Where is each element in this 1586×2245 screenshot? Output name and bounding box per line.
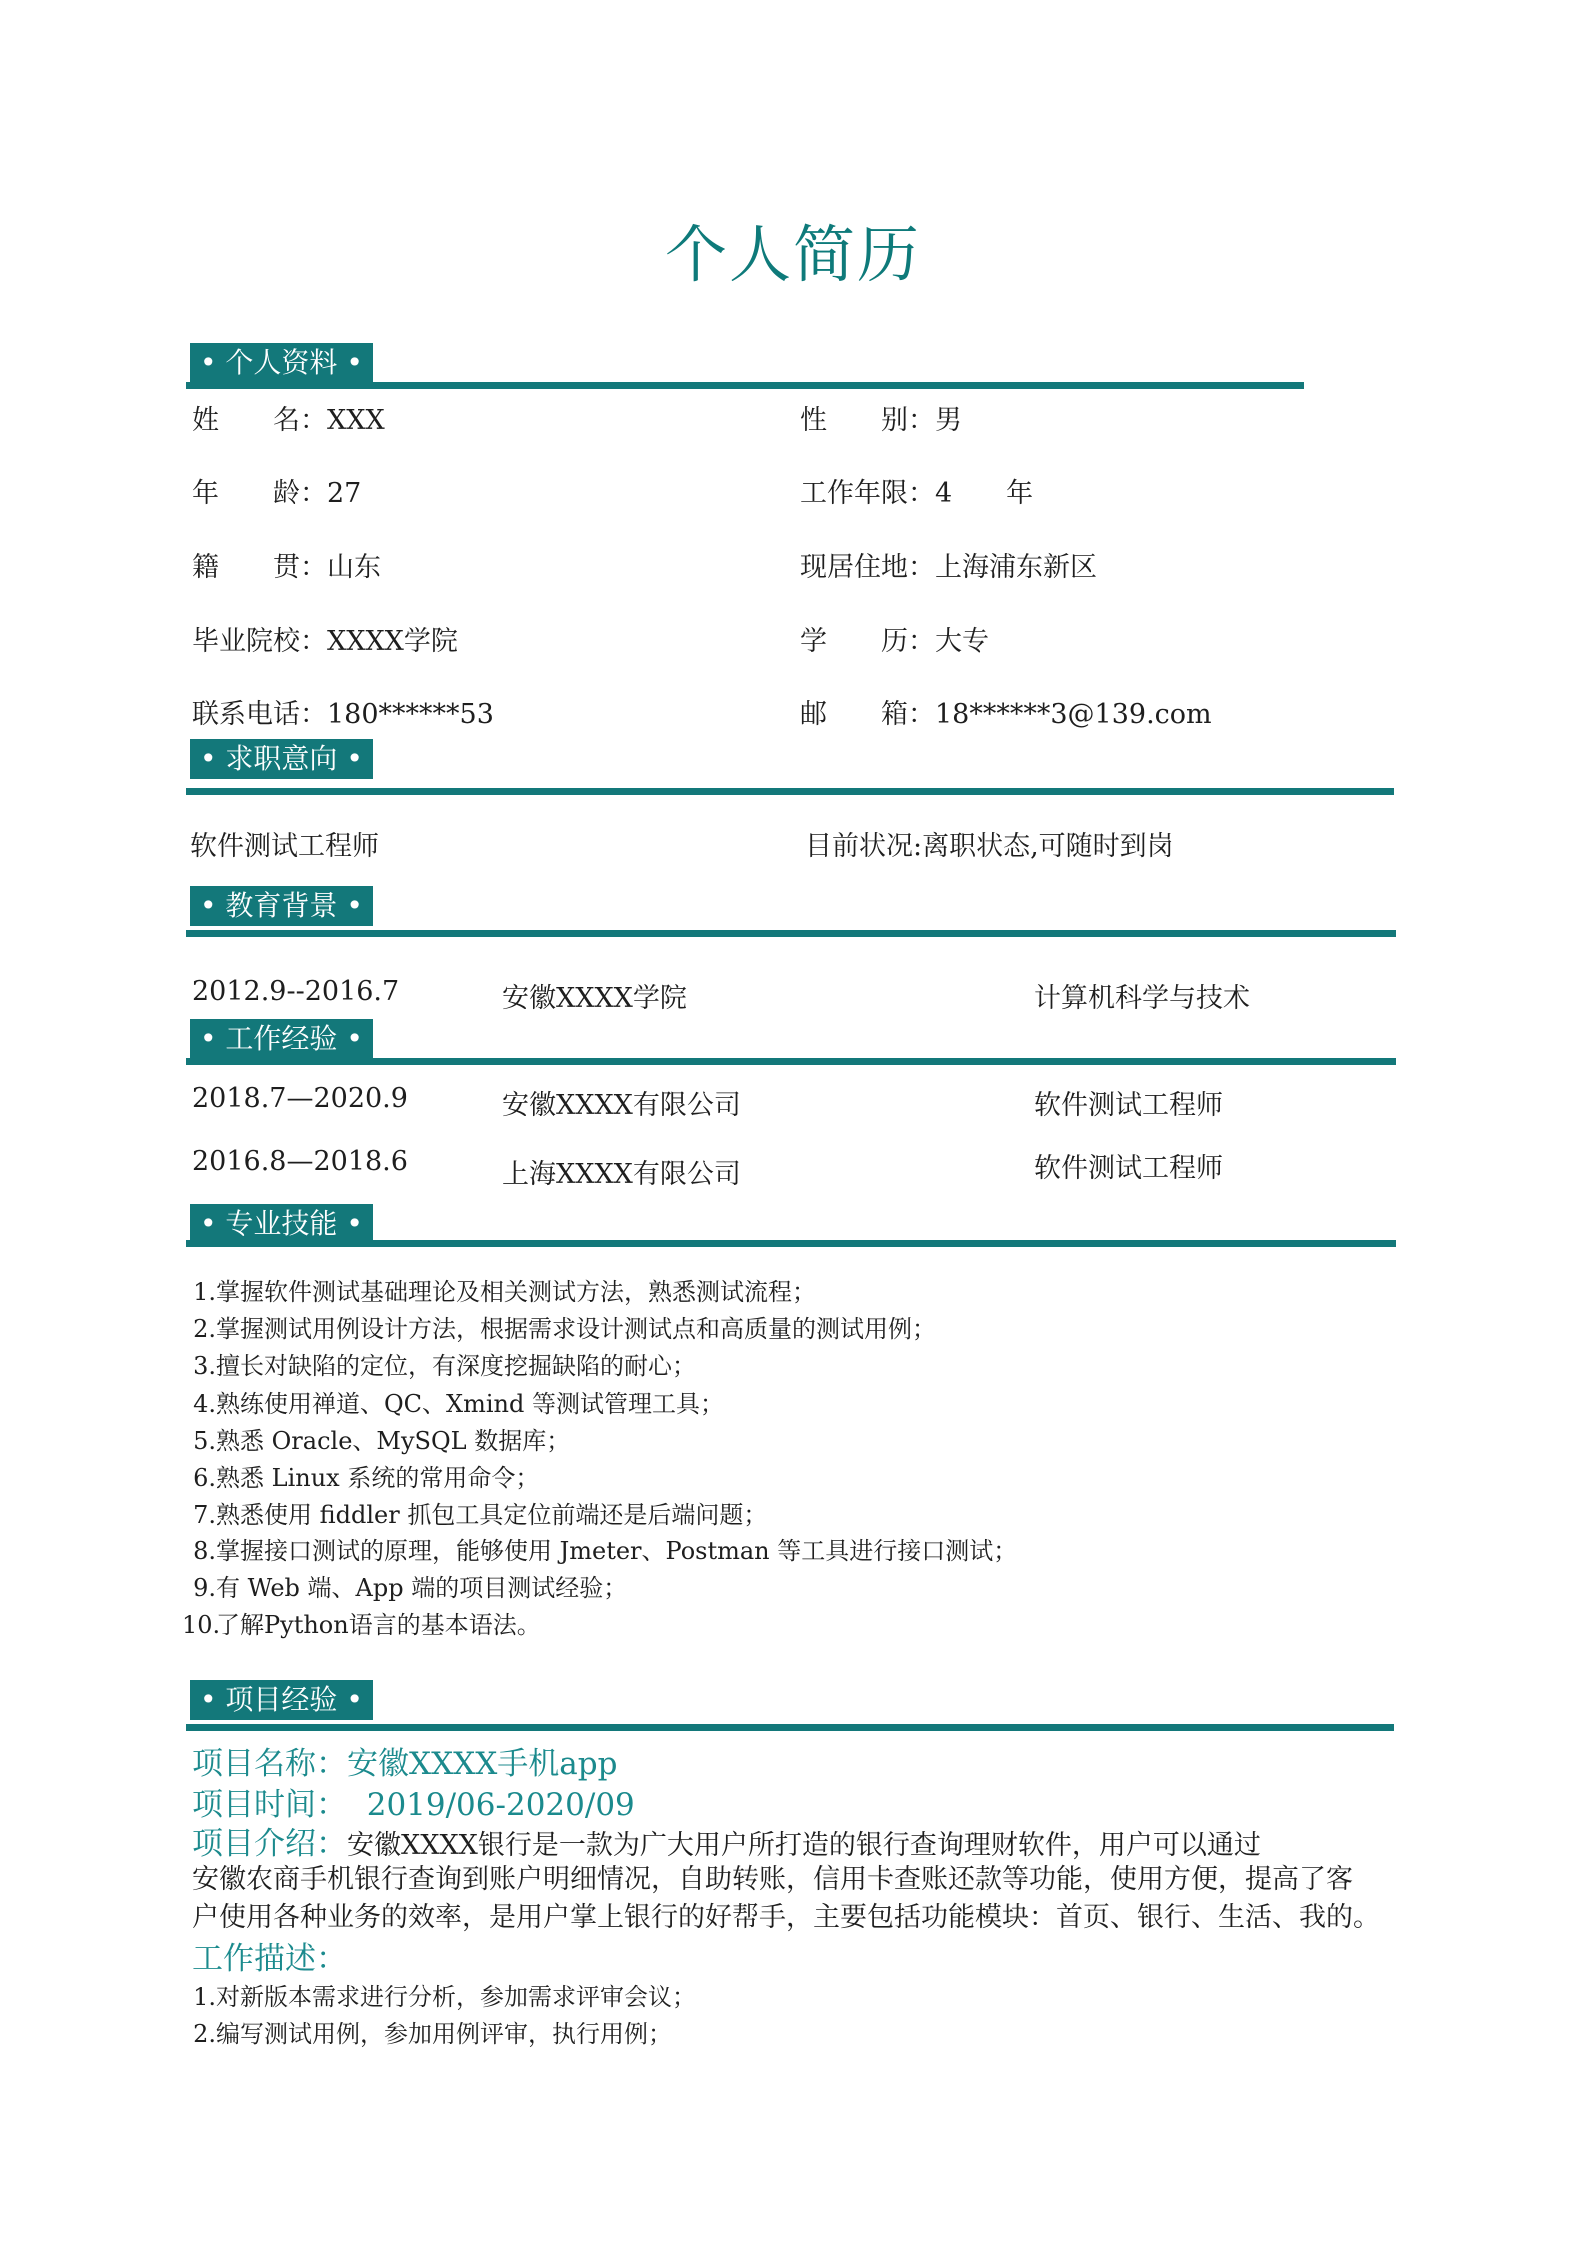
- work-company: 安徽XXXX有限公司: [502, 1090, 741, 1121]
- age-field: 年 龄：27: [192, 478, 362, 509]
- work-years-field: 工作年限：4 年: [800, 478, 1034, 509]
- section-header-education: • 教育背景 •: [190, 886, 373, 926]
- section-header-project: • 项目经验 •: [190, 1680, 373, 1720]
- section-divider: [186, 788, 1394, 795]
- section-divider: [186, 1240, 1396, 1247]
- gender-field: 性 别：男: [800, 405, 962, 436]
- section-divider: [186, 382, 1304, 389]
- work-period: 2018.7—2020.9: [192, 1083, 408, 1114]
- project-intro: 项目介绍：安徽XXXX银行是一款为广大用户所打造的银行查询理财软件，用户可以通过: [192, 1826, 1261, 1862]
- project-time: 项目时间： 2019/06-2020/09: [192, 1787, 635, 1823]
- skill-item: 2.掌握测试用例设计方法，根据需求设计测试点和高质量的测试用例；: [193, 1315, 936, 1343]
- project-intro-line: 安徽农商手机银行查询到账户明细情况，自助转账，信用卡查账还款等功能，使用方便，提高了客: [192, 1864, 1353, 1895]
- project-name: 项目名称：安徽XXXX手机app: [192, 1746, 618, 1782]
- skill-item: 1.掌握软件测试基础理论及相关测试方法，熟悉测试流程；: [193, 1278, 816, 1306]
- skill-item: 8.掌握接口测试的原理，能够使用 Jmeter、Postman 等工具进行接口测试；: [193, 1537, 1018, 1565]
- section-divider: [186, 930, 1396, 937]
- section-divider: [186, 1724, 1394, 1731]
- education-period: 2012.9--2016.7: [192, 976, 400, 1007]
- degree-field: 学 历：大专: [800, 626, 989, 657]
- education-major: 计算机科学与技术: [1034, 983, 1250, 1014]
- skill-item: 4.熟练使用禅道、QC、Xmind 等测试管理工具；: [193, 1390, 725, 1418]
- project-intro-line: 户使用各种业务的效率，是用户掌上银行的好帮手，主要包括功能模块：首页、银行、生活、我的。: [192, 1902, 1380, 1933]
- skill-item: 10.了解Python语言的基本语法。: [182, 1611, 541, 1639]
- project-desc-item: 2.编写测试用例，参加用例评审，执行用例；: [193, 2020, 672, 2048]
- skill-item: 9.有 Web 端、App 端的项目测试经验；: [193, 1574, 628, 1602]
- intent-position: 软件测试工程师: [190, 831, 379, 862]
- project-desc-label: 工作描述：: [192, 1941, 347, 1977]
- skill-item: 5.熟悉 Oracle、MySQL 数据库；: [193, 1427, 571, 1455]
- residence-field: 现居住地：上海浦东新区: [800, 552, 1097, 583]
- skill-item: 7.熟悉使用 fiddler 抓包工具定位前端还是后端问题；: [193, 1501, 768, 1529]
- project-desc-item: 1.对新版本需求进行分析，参加需求评审会议；: [193, 1983, 696, 2011]
- intent-status: 目前状况:离职状态,可随时到岗: [805, 831, 1174, 862]
- education-school: 安徽XXXX学院: [502, 983, 687, 1014]
- origin-field: 籍 贯：山东: [192, 552, 381, 583]
- page-title: 个人简历: [664, 218, 921, 291]
- skill-item: 3.擅长对缺陷的定位，有深度挖掘缺陷的耐心；: [193, 1352, 696, 1380]
- section-header-work: • 工作经验 •: [190, 1019, 373, 1059]
- work-role: 软件测试工程师: [1034, 1090, 1223, 1121]
- school-field: 毕业院校：XXXX学院: [192, 626, 458, 657]
- section-header-personal: • 个人资料 •: [190, 343, 373, 383]
- section-header-intent: • 求职意向 •: [190, 739, 373, 779]
- email-field: 邮 箱：18******3@139.com: [800, 699, 1212, 730]
- section-header-skills: • 专业技能 •: [190, 1204, 373, 1244]
- section-divider: [186, 1058, 1396, 1065]
- work-role: 软件测试工程师: [1034, 1153, 1223, 1184]
- name-field: 姓 名：XXX: [192, 405, 385, 436]
- work-company: 上海XXXX有限公司: [502, 1159, 741, 1190]
- work-period: 2016.8—2018.6: [192, 1146, 408, 1177]
- phone-field: 联系电话：180******53: [192, 699, 494, 730]
- skill-item: 6.熟悉 Linux 系统的常用命令；: [193, 1464, 540, 1492]
